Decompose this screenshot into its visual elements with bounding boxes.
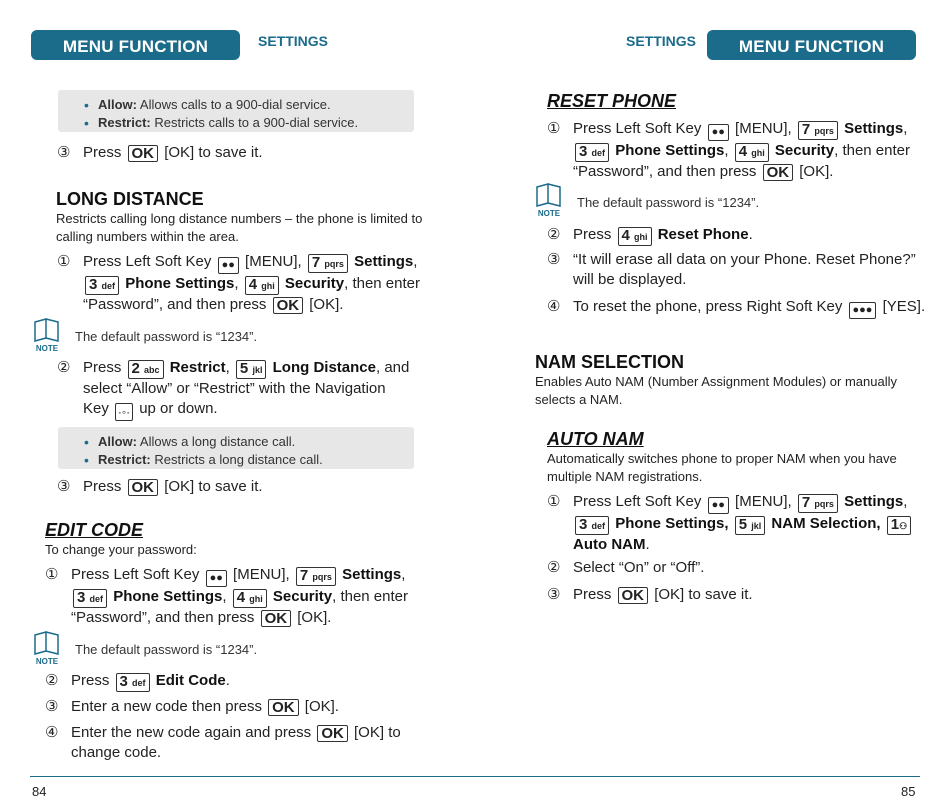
section-label: SETTINGS (258, 33, 329, 49)
key-4-icon: 4 ghi (735, 143, 769, 162)
ok-key-icon: OK (317, 725, 348, 742)
auto-nam-desc: Automatically switches phone to proper NAM when you have multiple NAM registrations. (547, 451, 897, 484)
option-box-long-distance (58, 427, 414, 469)
long-distance-heading: LONG DISTANCE (56, 189, 204, 209)
section-label: SETTINGS (626, 33, 697, 49)
key-5-icon: 5 jkl (735, 516, 766, 535)
key-7-icon: 7 pqrs (296, 567, 336, 586)
auto-nam-step-2: ② Select “On” or “Off”. (547, 559, 705, 576)
nam-selection-desc: Enables Auto NAM (Number Assignment Modules) or manually selects a NAM. (535, 374, 897, 407)
key-7-icon: 7 pqrs (308, 254, 348, 273)
note-text: The default password is “1234”. (577, 195, 760, 210)
ok-key-icon: OK (128, 479, 159, 496)
right-soft-key-icon: ●●● (849, 302, 877, 319)
note-icon (534, 183, 564, 217)
ok-key-icon: OK (273, 297, 304, 314)
auto-nam-heading: AUTO NAM (547, 429, 644, 449)
footer-rule (475, 776, 920, 777)
reset-phone-step-1: ① Press Left Soft Key ●● [MENU], 7 pqrs Settings, 3 def Phone Settings, 4 ghi Security, then enter “Password”, and then press OK [OK]. (547, 120, 910, 181)
menu-function-tab: MENU FUNCTION (31, 30, 240, 60)
key-4-icon: 4 ghi (233, 589, 267, 608)
edit-code-step-2: ② Press 3 def Edit Code. (45, 672, 230, 690)
note-text: The default password is “1234”. (75, 329, 258, 344)
footer-rule (30, 776, 475, 777)
left-soft-key-icon: ●● (206, 570, 227, 587)
reset-phone-heading: RESET PHONE (547, 91, 677, 111)
step-save-900: ③ Press OK [OK] to save it. (57, 144, 263, 162)
reset-phone-step-2: ② Press 4 ghi Reset Phone. (547, 226, 753, 244)
svg-text:NOTE: NOTE (35, 344, 59, 352)
note-icon (32, 318, 62, 352)
auto-nam-step-3: ③ Press OK [OK] to save it. (547, 586, 753, 604)
left-soft-key-icon: ●● (708, 497, 729, 514)
svg-text:NOTE: NOTE (35, 657, 59, 665)
nam-selection-heading: NAM SELECTION (535, 352, 685, 372)
reset-phone-step-4: ④ To reset the phone, press Right Soft Key ●●● [YES]. (573, 297, 925, 319)
left-soft-key-icon: ●● (708, 124, 729, 141)
edit-code-step-3: ③ Enter a new code then press OK [OK]. (45, 698, 339, 716)
auto-nam-step-1: ① Press Left Soft Key ●● [MENU], 7 pqrs Settings, 3 def Phone Settings, 5 jkl NAM Selection, 1⚇ Auto NAM. (573, 492, 933, 555)
key-4-icon: 4 ghi (245, 276, 279, 295)
right-page (475, 0, 950, 812)
navigation-key-icon: ·◦· (115, 403, 133, 421)
page-number: 84 (32, 784, 47, 799)
allow-option: • Allow: Allows calls to a 900-dial service. (98, 96, 414, 114)
key-3-icon: 3 def (575, 516, 609, 535)
key-7-icon: 7 pqrs (798, 494, 838, 513)
edit-code-heading: EDIT CODE (45, 520, 144, 540)
long-distance-step-3: ③ Press OK [OK] to save it. (57, 478, 263, 496)
reset-phone-step-3: ③ “It will erase all data on your Phone. Reset Phone?” will be displayed. (547, 251, 916, 288)
allow-option: • Allow: Allows a long distance call. (98, 433, 414, 451)
key-7-icon: 7 pqrs (798, 121, 838, 140)
option-box-900 (58, 90, 414, 132)
page-number: 85 (901, 784, 916, 799)
menu-function-tab: MENU FUNCTION (707, 30, 916, 60)
svg-text:NOTE: NOTE (537, 209, 561, 217)
ok-key-icon: OK (268, 699, 299, 716)
long-distance-desc: Restricts calling long distance numbers – the phone is limited to calling numbers within the area. (56, 211, 423, 244)
edit-code-desc: To change your password: (45, 542, 197, 557)
key-1-voicemail-icon: 1⚇ (887, 516, 911, 535)
ok-key-icon: OK (261, 610, 292, 627)
key-3-icon: 3 def (575, 143, 609, 162)
key-3-icon: 3 def (116, 673, 150, 692)
long-distance-step-1: ① Press Left Soft Key ●● [MENU], 7 pqrs Settings, 3 def Phone Settings, 4 ghi Security, then enter “Password”, and then press OK [OK]. (57, 253, 420, 314)
restrict-option: • Restrict: Restricts calls to a 900-dial service. (98, 114, 414, 132)
restrict-option: • Restrict: Restricts a long distance call. (98, 451, 414, 469)
ok-key-icon: OK (128, 145, 159, 162)
key-2-icon: 2 abc (128, 360, 164, 379)
key-3-icon: 3 def (73, 589, 107, 608)
note-text: The default password is “1234”. (75, 642, 258, 657)
note-icon (32, 631, 62, 665)
ok-key-icon: OK (618, 587, 649, 604)
edit-code-step-1: ① Press Left Soft Key ●● [MENU], 7 pqrs Settings, 3 def Phone Settings, 4 ghi Security, then enter “Password”, and then press OK [OK]. (45, 566, 408, 627)
key-4-icon: 4 ghi (618, 227, 652, 246)
key-5-icon: 5 jkl (236, 360, 267, 379)
ok-key-icon: OK (763, 164, 794, 181)
key-3-icon: 3 def (85, 276, 119, 295)
edit-code-step-4: ④ Enter the new code again and press OK [OK] to change code. (45, 724, 401, 761)
left-soft-key-icon: ●● (218, 257, 239, 274)
long-distance-step-2: ② Press 2 abc Restrict, 5 jkl Long Distance, and select “Allow” or “Restrict” with the Navigation Key ·◦· up or down. (57, 359, 410, 419)
